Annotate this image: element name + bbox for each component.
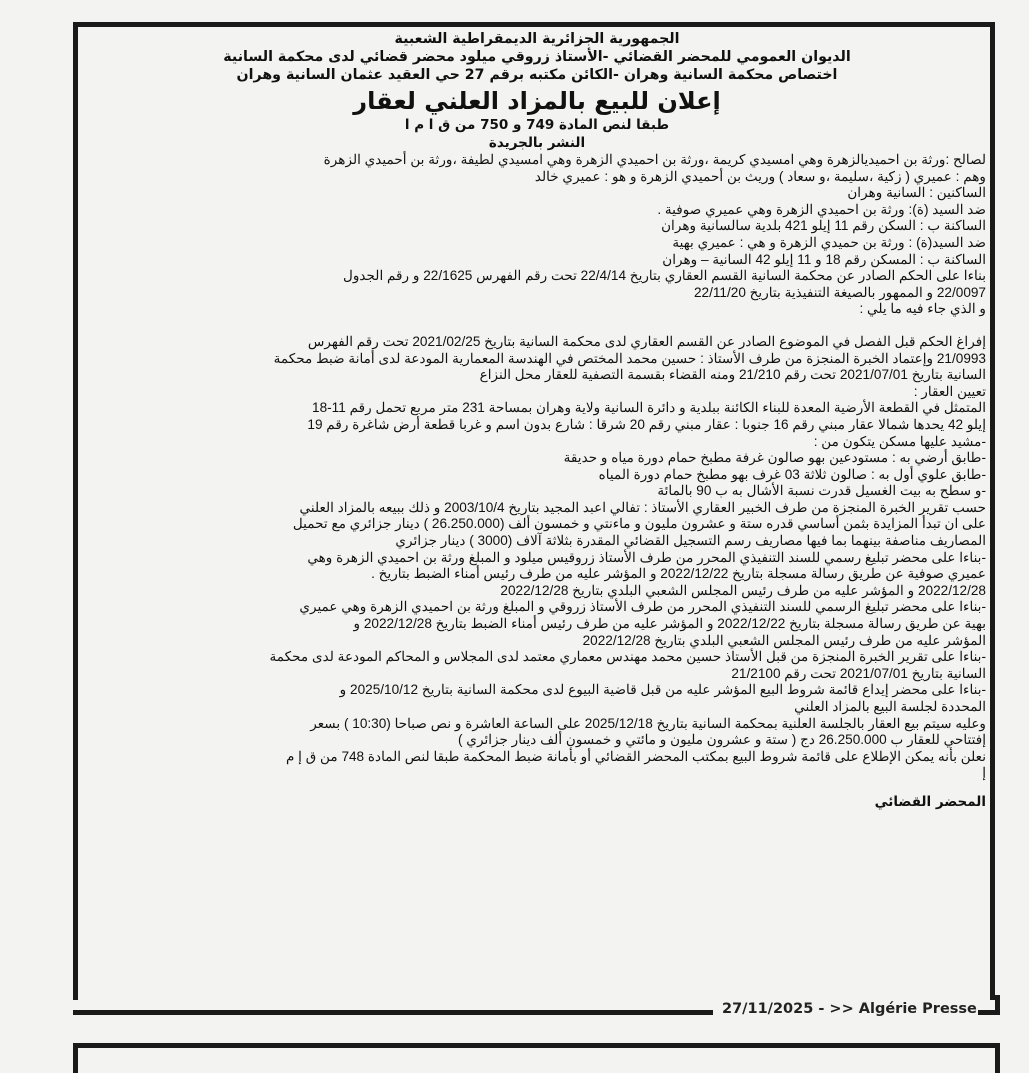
party-line: بناءا على الحكم الصادر عن محكمة السانية القسم العقاري بتاريخ 22/4/14 تحت رقم الفهرس 22/1625 و رقم الجدول — [342, 268, 986, 284]
body-line: -بناءا على محضر تبليغ رسمي للسند التنفيذي المحرر من طرف الأستاذ زروقيس ميلود و المبلغ ورثة بن احميدي الزهرة وهي — [307, 549, 986, 565]
body-line: إفتتاحي للعقار ب 26.250.000 دج ( ستة و عشرون مليون و مائتي و خمسون ألف دينار جزائري ) — [458, 732, 986, 748]
notice-subtitle: طبقا لنص المادة 749 و 750 من ق ا م ا — [404, 117, 670, 133]
notice-title: إعلان للبيع بالمزاد العلني لعقار — [353, 87, 721, 115]
party-line: الساكنين : السانية وهران — [847, 185, 986, 201]
bailiff-signature: المحضر القضائي — [874, 793, 986, 810]
body-line: على ان تبدأ المزايدة بثمن أساسي قدره ستة و عشرون مليون و ماءنتي و خمسون ألف (26.250.000 ) دينار جزائري مع تحميل — [292, 516, 986, 532]
body-line: -طابق علوي أول به : صالون ثلاثة 03 غرف بهو مطبخ حمام دورة المياه — [598, 466, 986, 482]
body-line: -بناءا على محضر إيداع قائمة شروط البيع المؤشر عليه من قبل قاضية البيوع لدى محكمة السانية بتاريخ 2025/10/12 و — [339, 682, 986, 698]
header-republic: الجمهورية الجزائرية الديمقراطية الشعبية — [394, 31, 680, 47]
body-line: بهية عن طريق رسالة مسجلة بتاريخ 2022/12/22 و المؤشر عليه من طرف رئيس أمناء الضبط بتاريخ 2022/12/28 و — [353, 616, 986, 632]
body-line: عميري صوفية عن طريق رسالة مسجلة بتاريخ 2022/12/22 و المؤشر عليه من طرف رئيس أمناء الضبط بتاريخ . — [371, 566, 986, 582]
body-line: إيلو 42 يحدها شمالا عقار مبني رقم 16 جنوبا : عقار مبني رقم 20 شرقا : شارع بدون اسم و غربا قطعة أرض شاغرة رقم 19 — [307, 416, 986, 432]
header-office: الديوان العمومي للمحضر القضائي -الأستاذ زروقي ميلود محضر قضائي لدى محكمة السانية — [223, 49, 851, 65]
body-line: 21/0993 وإعتماد الخبرة المنجزة من طرف الأستاذ : حسين محمد المختص في الهندسة المعمارية المودعة لدى أمانة ضبط محكمة — [273, 350, 986, 366]
body-line: -و سطح به بيت الغسيل قدرت نسبة الأشال به ب 90 بالمائة — [657, 483, 986, 499]
body-line: المؤشر عليه من طرف رئيس المجلس الشعبي البلدي بتاريخ 2022/12/28 — [582, 632, 986, 648]
frame-corner — [995, 995, 1000, 1015]
parties-section — [88, 152, 986, 318]
body-line: -طابق أرضي به : مستودعين بهو صالون غرفة مطبخ حمام دورة مياه و حديقة — [563, 450, 986, 466]
party-line: 22/0097 و الممهور بالصيغة التنفيذية بتاريخ 22/11/20 — [693, 284, 986, 300]
body-line: السانية بتاريخ 2021/07/01 تحت رقم 21/210 ومنه القضاء بقسمة التصفية للعقار محل النزاع — [479, 367, 986, 383]
body-line: السانية بتاريخ 2021/07/01 تحت رقم 21/2100 — [731, 665, 986, 681]
publication-credit: 27/11/2025 - >> Algérie Presse — [722, 1001, 977, 1017]
body-line: المصاريف مناصفة بينهما بما فيها مصاريف رسم التسجيل القضائي المقدرة بثلاثة آلاف (3000 ) دينار جزائري — [395, 533, 986, 549]
publication-label: النشر بالجريدة — [488, 135, 586, 151]
body-line: المتمثل في القطعة الأرضية المعدة للبناء الكائنة ببلدية و دائرة السانية ولاية وهران بمساحة 231 متر مربع تحمل رقم 11-18 — [312, 400, 986, 416]
party-line: وهم : عميري ( زكية ،سليمة ،و سعاد ) وريث بن أحميدي الزهرة و هو : عميري خالد — [534, 168, 986, 184]
header-jurisdiction: اختصاص محكمة السانية وهران -الكائن مكتبه برقم 27 حي العقيد عثمان السانية وهران — [236, 67, 838, 83]
party-line: و الذي جاء فيه ما يلي : — [859, 301, 986, 317]
body-line: نعلن بأنه يمكن الإطلاع على قائمة شروط البيع بمكتب المحضر القضائي أو بأمانة ضبط المحكمة طبقا لنص المادة 748 من ق إ م — [285, 748, 986, 764]
body-line: تعيين العقار : — [913, 383, 986, 399]
body-line: المحددة لجلسة البيع بالمزاد العلني — [794, 699, 986, 714]
body-line: حسب تقرير الخبرة المنجزة من طرف الخبير العقاري الأستاذ : تفالي اعبد المجيد بتاريخ 2003/10/4 و ذلك ببيعه بالمزاد العلني — [299, 499, 986, 515]
body-line: -بناءا على تقرير الخبرة المنجزة من قبل الأستاذ حسين محمد مهندس معماري معتمد لدى المجلاس و المحاكم المودعة لدى محكمة — [269, 649, 986, 665]
body-line: إ — [982, 765, 986, 781]
party-line: الساكنة ب : السكن رقم 11 إيلو 421 بلدية سالسانية وهران — [661, 218, 986, 234]
notice-content — [88, 30, 986, 810]
bottom-rule — [73, 1010, 713, 1015]
body-line: -بناءا على محضر تبليغ الرسمي للسند التنفيذي المحرر من طرف الأستاذ زروقي و المبلغ ورثة بن احميدي الزهرة وهي عميري — [299, 599, 986, 615]
body-line: -مشيد عليها مسكن يتكون من : — [813, 433, 986, 449]
body-line: إفراغ الحكم قبل الفصل في الموضوع الصادر عن القسم العقاري لدى محكمة السانية بتاريخ 2021/02/25 تحت رقم الفهرس — [307, 333, 986, 349]
body-line: 2022/12/28 و المؤشر عليه من طرف رئيس المجلس الشعبي البلدي بتاريخ 2022/12/28 — [500, 582, 986, 598]
body-line: وعليه سيتم بيع العقار بالجلسة العلنية بمحكمة السانية بتاريخ 2025/12/18 على الساعة العاشرة و نص صباحا (10:30 ) بسعر — [310, 715, 986, 731]
body-section — [88, 334, 986, 782]
party-line: لصالح :ورثة بن احميديالزهرة وهي امسيدي كريمة ،ورثة بن احميدي الزهرة وهي امسيدي لطيفة ،ورثة بن أحميدي الزهرة — [323, 152, 986, 167]
party-line: الساكنة ب : المسكن رقم 18 و 11 إيلو 42 السانية – وهران — [662, 251, 986, 267]
party-line: ضد السيد (ة): ورثة بن احميدي الزهرة وهي عميري صوفية . — [657, 201, 986, 217]
party-line: ضد السيد(ة) : ورثة بن حميدي الزهرة و هي : عميري بهية — [672, 234, 986, 250]
next-notice-frame — [73, 1043, 1000, 1073]
